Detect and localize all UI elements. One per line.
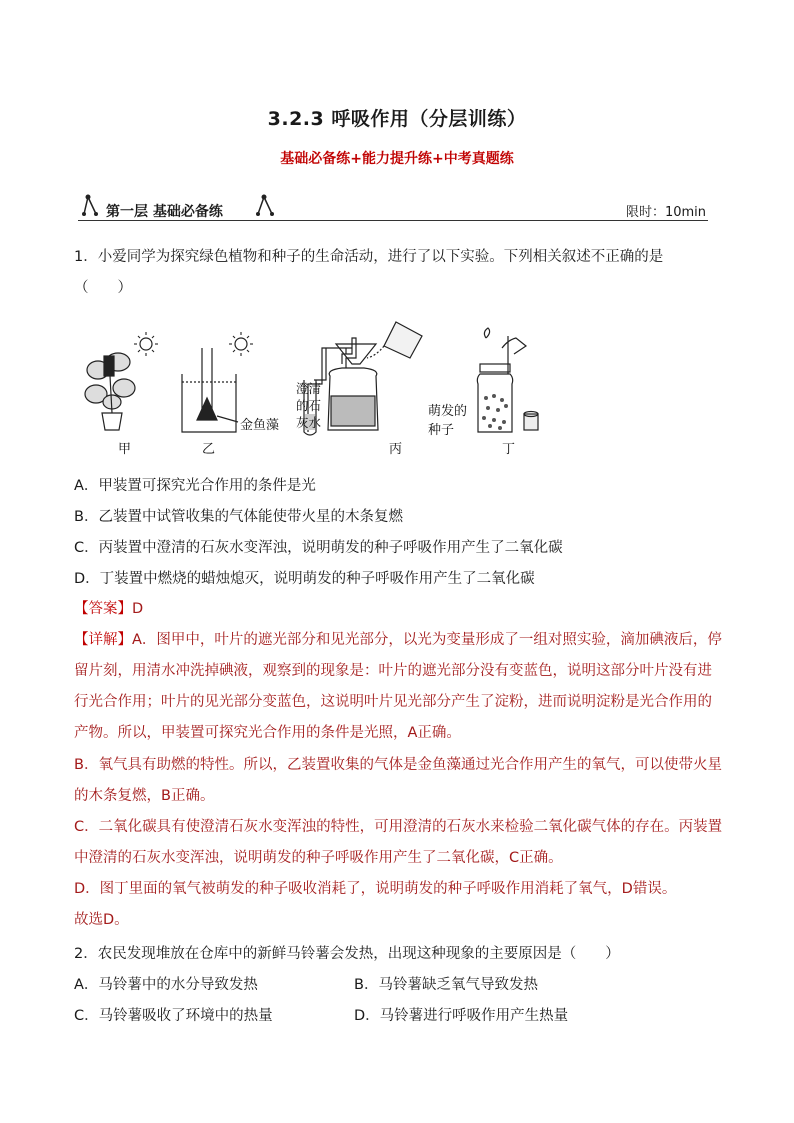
page-title: 3.2.3 呼吸作用（分层训练） — [267, 108, 527, 130]
experiment-figure — [84, 318, 554, 458]
sun-icon — [134, 332, 158, 356]
q1-option-a: A．甲装置可探究光合作用的条件是光 — [74, 478, 316, 494]
section-header — [78, 190, 708, 221]
figure-label-yi: 乙 — [202, 442, 216, 457]
question-2-stem: 2．农民发现堆放在仓库中的新鲜马铃薯会发热，出现这种现象的主要原因是（ ） — [74, 946, 620, 962]
decoration-icon — [82, 192, 104, 218]
q1-conclusion: 故选D。 — [74, 912, 129, 928]
question-1-stem: 1．小爱同学为探究绿色植物和种子的生命活动，进行了以下实验。下列相关叙述不正确的是 （ ） — [74, 249, 664, 296]
figure-label-bing: 丙 — [389, 442, 403, 457]
q1-detail-c: C．二氧化碳具有使澄清石灰水变浑浊的特性，可用澄清的石灰水来检验二氧化碳气体的存在。丙装置中澄清的石灰水变浑浊，说明萌发的种子呼吸作用产生了二氧化碳，C正确。 — [74, 819, 723, 866]
figure-label-seeds: 萌发的 种子 — [428, 404, 468, 438]
figure-label-jia: 甲 — [118, 442, 132, 457]
potted-plant — [85, 353, 135, 430]
q2-option-a: A．马铃薯中的水分导致发热 — [74, 977, 258, 993]
q1-option-c: C．丙装置中澄清的石灰水变浑浊，说明萌发的种子呼吸作用产生了二氧化碳 — [74, 540, 563, 556]
decoration-icon — [254, 192, 276, 218]
sun-icon — [229, 332, 253, 356]
beaker — [182, 348, 238, 432]
q1-detail-d: D．图丁里面的氧气被萌发的种子吸收消耗了，说明萌发的种子呼吸作用消耗了氧气，D错误。 — [74, 881, 677, 897]
q1-answer: 【答案】D — [74, 601, 144, 617]
page-subtitle: 基础必备练+能力提升练+中考真题练 — [280, 151, 514, 167]
q2-option-d: D．马铃薯进行呼吸作用产生热量 — [354, 1008, 569, 1024]
q1-detail-a: 【详解】A．图甲中，叶片的遮光部分和见光部分，以光为变量形成了一组对照实验，滴加碘液后，停留片刻，用清水冲洗掉碘液，观察到的现象是：叶片的遮光部分没有变蓝色，说明这部分叶片没有进行光合作用；叶片的见光部分变蓝色，这说明叶片见光部分产生了淀粉，进而说明淀粉是光合作用的产物。所以，甲装置可探究光合作用的条件是光照，A正确。 — [74, 632, 722, 741]
seed-jar-candle — [477, 328, 538, 432]
figure-label-limewater: 澄清的石灰水 — [296, 381, 322, 430]
q2-option-b: B．马铃薯缺乏氧气导致发热 — [354, 977, 538, 993]
q1-option-b: B．乙装置中试管收集的气体能使带火星的木条复燃 — [74, 509, 403, 525]
figure-label-ding: 丁 — [502, 442, 516, 457]
time-limit: 限时：10min — [625, 205, 706, 220]
figure-label-algae: 金鱼藻 — [240, 418, 280, 433]
section-title: 第一层 基础必备练 — [106, 204, 223, 220]
q1-detail-b: B．氧气具有助燃的特性。所以，乙装置收集的气体是金鱼藻通过光合作用产生的氧气，可以使带火星的木条复燃，B正确。 — [74, 757, 722, 804]
q1-option-d: D．丁装置中燃烧的蜡烛熄灭，说明萌发的种子呼吸作用产生了二氧化碳 — [74, 571, 535, 587]
q2-option-c: C．马铃薯吸收了环境中的热量 — [74, 1008, 273, 1024]
